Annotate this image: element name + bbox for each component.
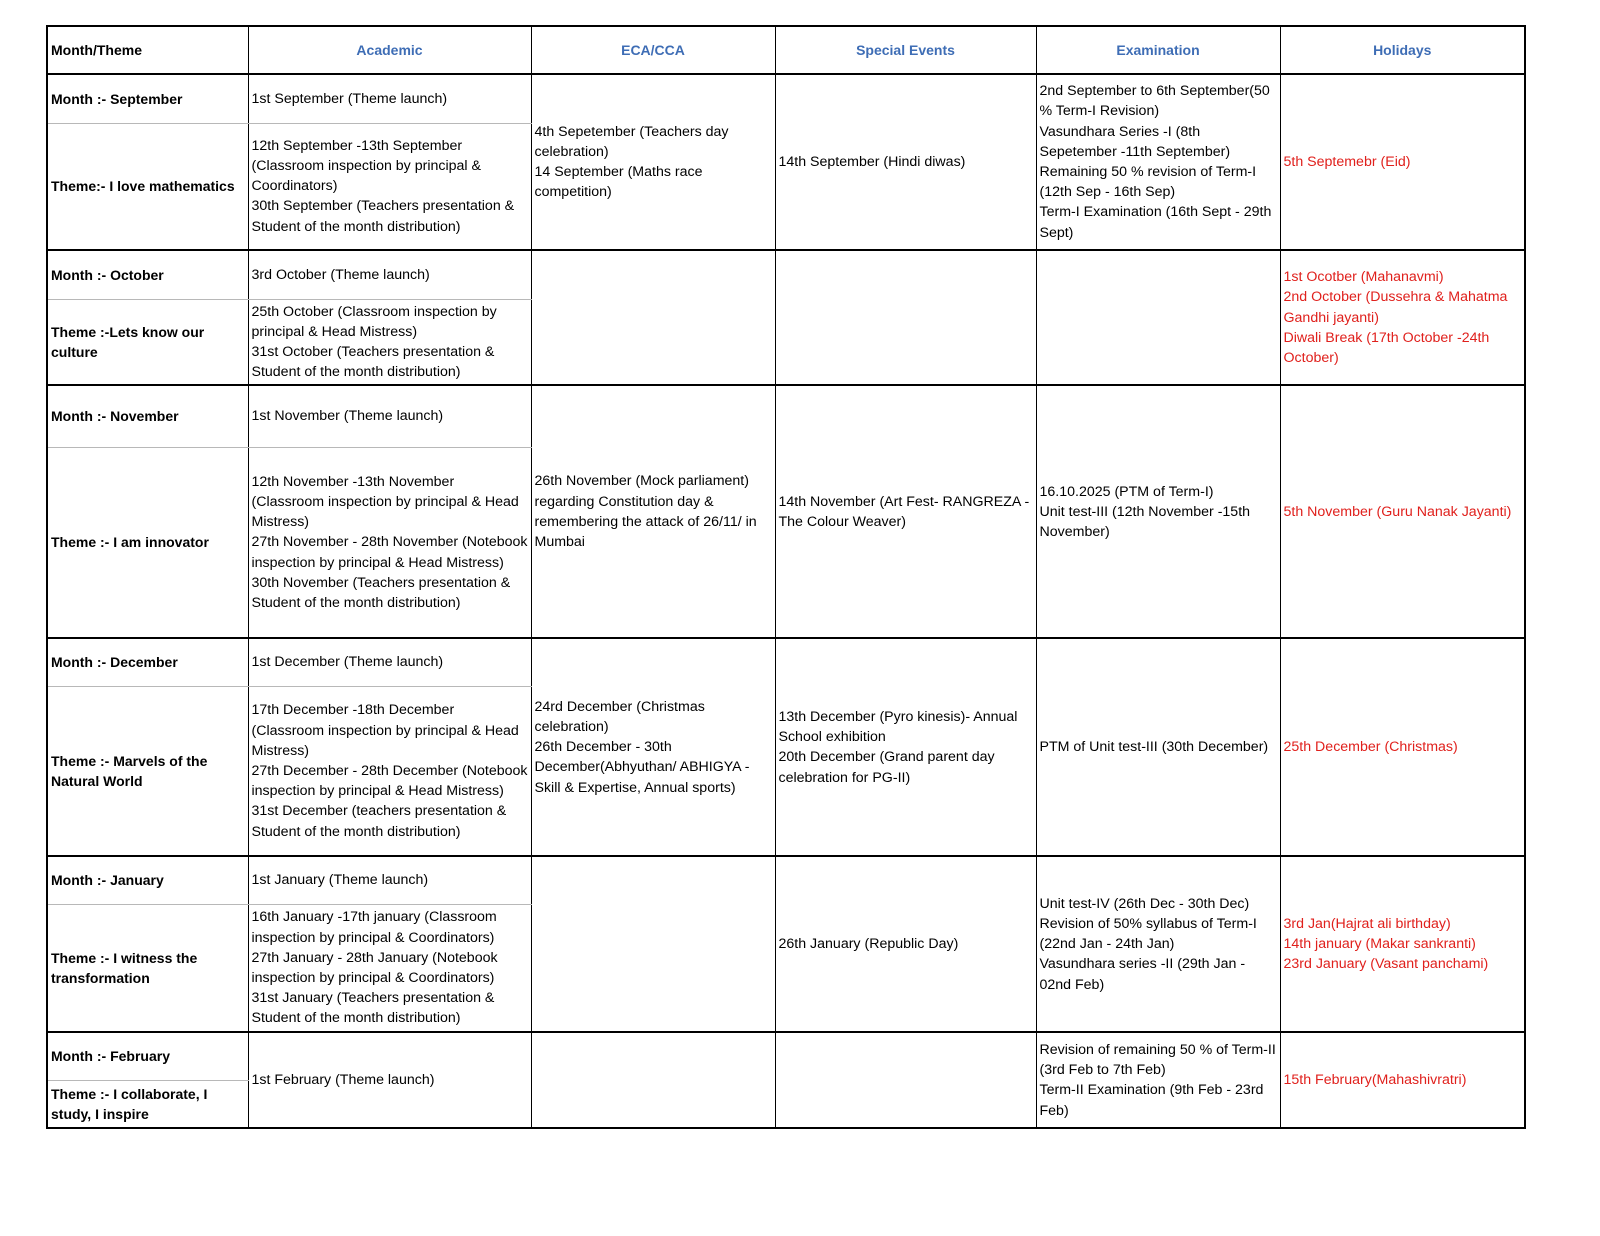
- cell-entry: 2nd October (Dussehra & Mahatma Gandhi jayanti): [1283, 289, 1508, 326]
- eca-cell: [531, 638, 775, 856]
- cell-entry: 5th November (Guru Nanak Jayanti): [1283, 503, 1512, 520]
- cell-entry: 3rd Jan(Hajrat ali birthday): [1283, 916, 1451, 932]
- cell-entry: Term-II Examination (9th Feb - 23rd Feb): [1039, 1082, 1264, 1119]
- theme-label: Theme :- I am innovator: [47, 447, 248, 638]
- cell-entry: 26th November (Mock parliament) regarding Constitution day & remembering the attack of 26/11/ in Mumbai: [534, 473, 757, 551]
- academic-cell: [248, 904, 531, 1032]
- cell-entry: 27th December - 28th December (Notebook inspection by principal & Head Mistress): [251, 762, 528, 800]
- cell-entry: 5th Septemebr (Eid): [1283, 153, 1411, 170]
- header-academic: Academic: [248, 26, 531, 74]
- eca-cell: [531, 250, 775, 385]
- cell-entry: Revision of remaining 50 % of Term-II (3rd Feb to 7th Feb): [1039, 1041, 1276, 1079]
- cell-entry: 12th September -13th September (Classroom inspection by principal & Coordinators): [251, 137, 481, 195]
- cell-entry: 1st Ocotber (Mahanavmi): [1283, 269, 1444, 286]
- cell-entry: Revision of 50% syllabus of Term-I (22nd Jan - 24th Jan): [1039, 916, 1257, 953]
- cell-entry: 23rd January (Vasant panchami): [1283, 956, 1489, 973]
- theme-label: Theme:- I love mathematics: [47, 123, 248, 250]
- cell-entry: Vasundhara series -II (29th Jan - 02nd Feb): [1039, 956, 1246, 993]
- holidays-cell: [1280, 385, 1525, 638]
- academic-theme-launch: 1st February (Theme launch): [248, 1032, 531, 1128]
- examination-cell: [1036, 74, 1280, 250]
- october-month-row: [47, 250, 1525, 299]
- theme-label: Theme :- Marvels of the Natural World: [47, 686, 248, 856]
- cell-entry: 2nd September to 6th September(50 % Term-I Revision): [1039, 83, 1270, 120]
- february-month-row: [47, 1032, 1525, 1080]
- cell-entry: 25th October (Classroom inspection by principal & Head Mistress): [251, 303, 497, 340]
- special-events-cell: [775, 74, 1036, 250]
- special-events-cell: [775, 638, 1036, 856]
- examination-cell: [1036, 250, 1280, 385]
- eca-cell: [531, 1032, 775, 1128]
- cell-entry: Term-I Examination (16th Sept - 29th Sept): [1039, 204, 1272, 241]
- header-examination: Examination: [1036, 26, 1280, 74]
- cell-entry: 15th February(Mahashivratri): [1283, 1072, 1467, 1089]
- holidays-cell: [1280, 638, 1525, 856]
- academic-theme-launch: 1st November (Theme launch): [248, 385, 531, 447]
- cell-entry: 31st October (Teachers presentation & Student of the month distribution): [251, 343, 495, 381]
- holidays-cell: [1280, 1032, 1525, 1128]
- academic-theme-launch: 1st September (Theme launch): [248, 74, 531, 123]
- header-row: [47, 26, 1525, 74]
- special-events-cell: [775, 385, 1036, 638]
- examination-cell: [1036, 1032, 1280, 1128]
- special-events-cell: [775, 1032, 1036, 1128]
- academic-cell: [248, 123, 531, 250]
- cell-entry: 14th january (Makar sankranti): [1283, 936, 1476, 953]
- december-month-row: [47, 638, 1525, 686]
- cell-entry: 25th December (Christmas): [1283, 739, 1458, 756]
- eca-cell: [531, 856, 775, 1032]
- eca-cell: [531, 385, 775, 638]
- cell-entry: 16th January -17th january (Classroom inspection by principal & Coordinators): [251, 909, 497, 946]
- theme-label: Theme :-Lets know our culture: [47, 299, 248, 385]
- cell-entry: 20th December (Grand parent day celebration for PG-II): [778, 749, 995, 786]
- cell-entry: Unit test-III (12th November -15th November): [1039, 503, 1251, 540]
- cell-entry: 26th December - 30th December(Abhyuthan/ ABHIGYA - Skill & Expertise, Annual sports): [534, 739, 750, 796]
- cell-entry: 30th November (Teachers presentation & Student of the month distribution): [251, 574, 511, 612]
- academic-theme-launch: 1st December (Theme launch): [248, 638, 531, 686]
- header-month-theme: Month/Theme: [47, 26, 248, 74]
- month-label: Month :- January: [47, 856, 248, 904]
- cell-entry: 27th January - 28th January (Notebook inspection by principal & Coordinators): [251, 949, 498, 987]
- month-label: Month :- September: [47, 74, 248, 123]
- january-month-row: [47, 856, 1525, 904]
- cell-entry: 30th September (Teachers presentation & Student of the month distribution): [251, 198, 515, 235]
- academic-theme-launch: 1st January (Theme launch): [248, 856, 531, 904]
- month-label: Month :- February: [47, 1032, 248, 1080]
- cell-entry: Diwali Break (17th October -24th October): [1283, 329, 1490, 366]
- academic-cell: [248, 447, 531, 638]
- cell-entry: 12th November -13th November (Classroom inspection by principal & Head Mistress): [251, 473, 519, 531]
- theme-label: Theme :- I collaborate, I study, I inspire: [47, 1080, 248, 1128]
- cell-entry: 31st December (teachers presentation & Student of the month distribution): [251, 803, 507, 840]
- cell-entry: 13th December (Pyro kinesis)- Annual School exhibition: [778, 708, 1018, 746]
- month-label: Month :- December: [47, 638, 248, 686]
- examination-cell: [1036, 856, 1280, 1032]
- september-month-row: [47, 74, 1525, 123]
- cell-entry: 24rd December (Christmas celebration): [534, 698, 705, 735]
- holidays-cell: [1280, 856, 1525, 1032]
- cell-entry: 14th September (Hindi diwas): [778, 153, 966, 170]
- eca-cell: [531, 74, 775, 250]
- holidays-cell: [1280, 250, 1525, 385]
- november-month-row: [47, 385, 1525, 447]
- header-eca: ECA/CCA: [531, 26, 775, 74]
- header-holidays: Holidays: [1280, 26, 1525, 74]
- cell-entry: Unit test-IV (26th Dec - 30th Dec): [1039, 895, 1250, 912]
- cell-entry: 26th January (Republic Day): [778, 936, 959, 953]
- cell-entry: 4th Sepetember (Teachers day celebration): [534, 123, 729, 160]
- header-special-events: Special Events: [775, 26, 1036, 74]
- cell-entry: Vasundhara Series -I (8th Sepetember -11th September): [1039, 123, 1231, 160]
- academic-cell: [248, 686, 531, 856]
- annual-planner-table: [46, 25, 1526, 1129]
- theme-label: Theme :- I witness the transformation: [47, 904, 248, 1032]
- special-events-cell: [775, 856, 1036, 1032]
- month-label: Month :- October: [47, 250, 248, 299]
- cell-entry: 27th November - 28th November (Notebook inspection by principal & Head Mistress): [251, 534, 528, 571]
- examination-cell: [1036, 385, 1280, 638]
- holidays-cell: [1280, 74, 1525, 250]
- cell-entry: 16.10.2025 (PTM of Term-I): [1039, 483, 1214, 500]
- cell-entry: 17th December -18th December (Classroom inspection by principal & Head Mistress): [251, 702, 519, 759]
- cell-entry: 14 September (Maths race competition): [534, 164, 703, 201]
- cell-entry: PTM of Unit test-III (30th December): [1039, 739, 1269, 756]
- cell-entry: 14th November (Art Fest- RANGREZA - The Colour Weaver): [778, 493, 1030, 530]
- examination-cell: [1036, 638, 1280, 856]
- special-events-cell: [775, 250, 1036, 385]
- cell-entry: 31st January (Teachers presentation & Student of the month distribution): [251, 990, 495, 1027]
- academic-cell: [248, 299, 531, 385]
- academic-theme-launch: 3rd October (Theme launch): [248, 250, 531, 299]
- month-label: Month :- November: [47, 385, 248, 447]
- cell-entry: Remaining 50 % revision of Term-I (12th Sep - 16th Sep): [1039, 164, 1257, 201]
